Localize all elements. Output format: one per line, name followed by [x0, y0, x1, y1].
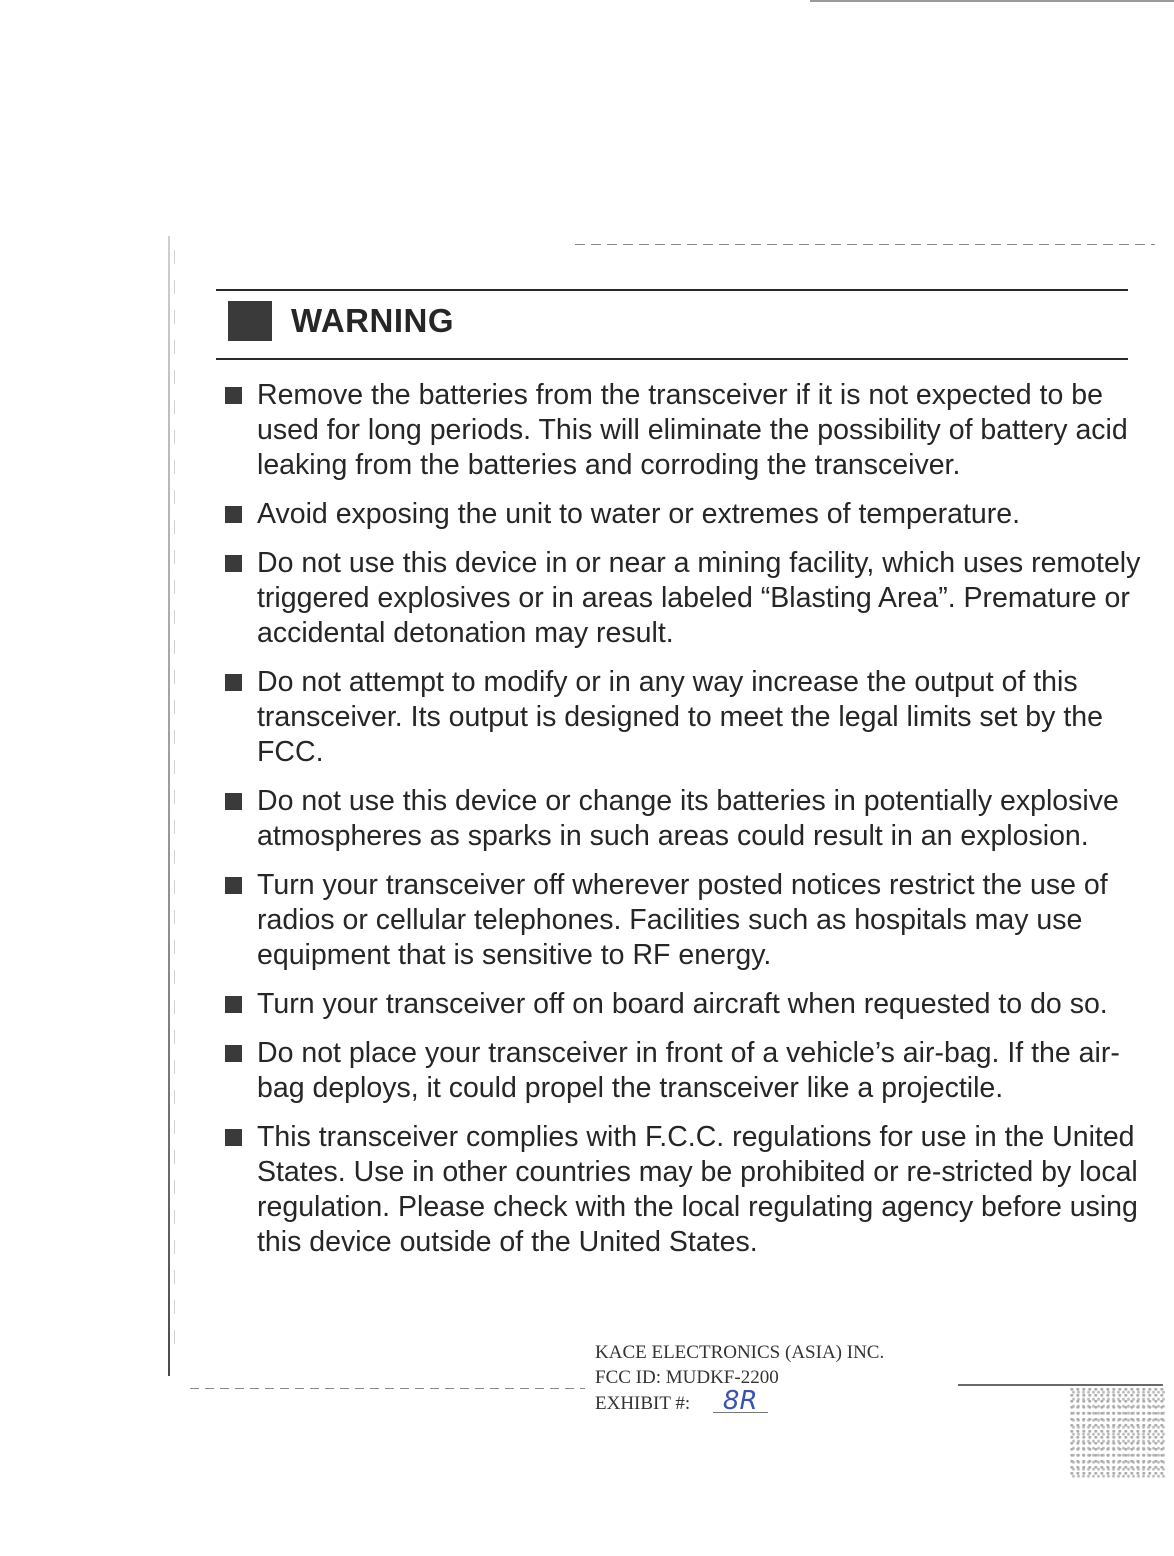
- bullet-square-icon: [225, 793, 242, 810]
- warning-item: [222, 784, 1152, 854]
- paper-bottom-edge-right: [958, 1384, 1163, 1386]
- bullet-square-icon: [225, 555, 242, 572]
- bullet-square-icon: [225, 674, 242, 691]
- warning-item-text: Turn your transceiver off wherever posted notices restrict the use of radios or cellular telephones. Facilities such as hospitals may use equipment that is sensitive to RF energy.: [257, 869, 1108, 971]
- warning-list: [222, 378, 1152, 1274]
- exhibit-label: EXHIBIT #:: [595, 1393, 691, 1414]
- bullet-square-icon: [225, 387, 242, 404]
- warning-item-text: Do not use this device in or near a mining facility, which uses remotely triggered explosives or in areas labeled “Blasting Area”. Premature or accidental detonation may result.: [257, 547, 1141, 649]
- warning-item-text: Do not attempt to modify or in any way increase the output of this transceiver. Its output is designed to meet the legal limits set by the FCC.: [257, 666, 1103, 768]
- paper-left-edge-dashes: [174, 250, 175, 1350]
- exhibit-number-handwritten: 8R: [713, 1390, 768, 1413]
- exhibit-line: [595, 1386, 884, 1416]
- heading-rule-bottom: [216, 358, 1128, 360]
- warning-square-icon: [228, 301, 272, 341]
- paper-top-edge: [575, 244, 1155, 245]
- warning-heading: WARNING: [291, 302, 454, 339]
- warning-item: [222, 868, 1152, 973]
- warning-item: [222, 378, 1152, 483]
- warning-item: [222, 1120, 1152, 1260]
- warning-item-text: This transceiver complies with F.C.C. regulations for use in the United States. Use in other countries may be prohibited or re-stricted by local regulation. Please check with the local regulating agency before using this device outside of the United States.: [257, 1121, 1138, 1258]
- scan-edge-line: [810, 0, 1174, 2]
- bullet-square-icon: [225, 1129, 242, 1146]
- bullet-square-icon: [225, 1045, 242, 1062]
- bullet-square-icon: [225, 996, 242, 1013]
- warning-item: [222, 546, 1152, 651]
- warning-item: [222, 665, 1152, 770]
- scan-noise: [1070, 1388, 1165, 1478]
- company-name: KACE ELECTRONICS (ASIA) INC.: [595, 1342, 885, 1363]
- bullet-square-icon: [225, 877, 242, 894]
- bullet-square-icon: [225, 506, 242, 523]
- warning-item-text: Do not use this device or change its batteries in potentially explosive atmospheres as sparks in such areas could result in an explosion.: [257, 785, 1119, 852]
- warning-item-text: Do not place your transceiver in front of a vehicle’s air-bag. If the air-bag deploys, it could propel the transceiver like a projectile.: [257, 1037, 1120, 1104]
- warning-item: [222, 987, 1152, 1022]
- warning-item-text: Avoid exposing the unit to water or extremes of temperature.: [257, 498, 1021, 530]
- heading-rule-top: [216, 289, 1128, 291]
- paper-bottom-edge: [190, 1388, 585, 1389]
- warning-item-text: Turn your transceiver off on board aircraft when requested to do so.: [257, 988, 1108, 1020]
- warning-item-text: Remove the batteries from the transceiver if it is not expected to be used for long periods. This will eliminate the possibility of battery acid leaking from the batteries and corroding the transceiver.: [257, 379, 1128, 481]
- exhibit-stamp: [595, 1340, 884, 1416]
- warning-item: [222, 1036, 1152, 1106]
- paper-left-edge: [168, 236, 170, 1376]
- warning-item: [222, 497, 1152, 532]
- fcc-id: FCC ID: MUDKF-2200: [595, 1367, 779, 1388]
